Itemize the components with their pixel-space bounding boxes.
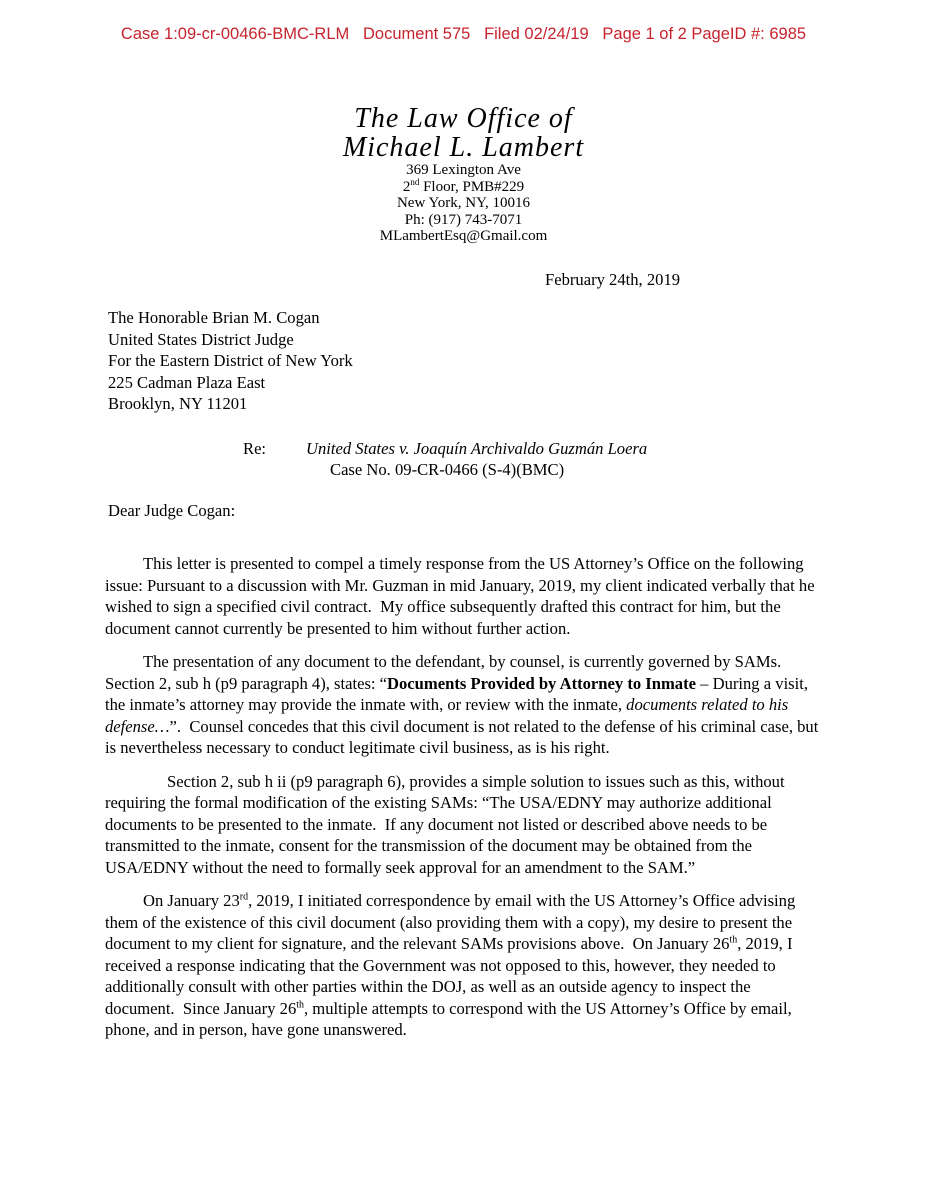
letterhead-phone: Ph: (917) 743-7071 [404,211,523,228]
letterhead-firm-line-2: Michael L. Lambert [342,132,585,163]
paragraph-3: Section 2, sub h ii (p9 paragraph 6), provides a simple solution to issues such as this, without requiring the formal modification of the existing SAMs: “The USA/EDNY may authorize additional documents to be presented to the inmate. If any document not listed or described above needs to be transmitted to the inmate, consent for the transmission of the document may be obtained from the USA/EDNY without the need to formally seek approval for an amendment to the SAM.” [105,771,789,877]
re-label: Re: [243,438,267,458]
letterhead-street: 369 Lexington Ave [406,162,521,178]
letterhead [0,104,927,245]
paragraph-2: The presentation of any document to the defendant, by counsel, is currently governed by SAMs. Section 2, sub h (p9 paragraph 4), states: “Documents Provided by Attorney to Inmate – During a visit, the inmate’s attorney may provide the inmate with, or review with the inmate, documents related to his defense…”. Counsel concedes that this civil document is not related to the defense of his criminal case, but is nevertheless necessary to conduct legitimate civil business, as is his right. [105,652,823,757]
recipient-address [108,307,927,415]
recipient-street: 225 Cadman Plaza East [108,372,266,392]
letter-date: February 24th, 2019 [545,269,681,289]
paragraph-1: This letter is presented to compel a timely response from the US Attorney’s Office on the following issue: Pursuant to a discussion with Mr. Guzman in mid January, 2019, my client indicated verbally that he wished to sign a specified civil contract. My office subsequently drafted this contract for him, but the document cannot currently be presented to him without further action. [105,554,819,638]
recipient-name: The Honorable Brian M. Cogan [108,308,320,327]
salutation: Dear Judge Cogan: [108,500,236,520]
recipient-district: For the Eastern District of New York [108,351,353,370]
recipient-city: Brooklyn, NY 11201 [108,394,248,413]
case-name: United States v. Joaquín Archivaldo Guzmán Loera [306,438,648,458]
letterhead-email: MLambertEsq@Gmail.com [379,228,548,244]
letterhead-firm-line-1: The Law Office of [354,103,573,134]
case-number: Case No. 09-CR-0466 (S-4)(BMC) [330,460,565,479]
court-stamp: Case 1:09-cr-00466-BMC-RLM Document 575 Filed 02/24/19 Page 1 of 2 PageID #: 6985 [120,25,807,43]
letter-body [105,553,821,1041]
paragraph-4: On January 23rd, 2019, I initiated correspondence by email with the US Attorney’s Office advising them of the existence of this civil document (also providing them with a copy), my desire to present the document to my client for signature, and the relevant SAMs provisions above. On January 26th, 2019, I received a response indicating that the Government was not opposed to this, however, they needed to additionally consult with other parties within the DOJ, as well as an outside agency to inspect the document. Since January 26th, multiple attempts to correspond with the US Attorney’s Office by email, phone, and in person, have gone unanswered. [105,891,800,1039]
letterhead-floor: 2nd Floor, PMB#229 [402,176,525,195]
re-block [0,438,927,481]
re-line [243,438,927,460]
recipient-title: United States District Judge [108,329,294,349]
letterhead-city: New York, NY, 10016 [396,195,531,211]
